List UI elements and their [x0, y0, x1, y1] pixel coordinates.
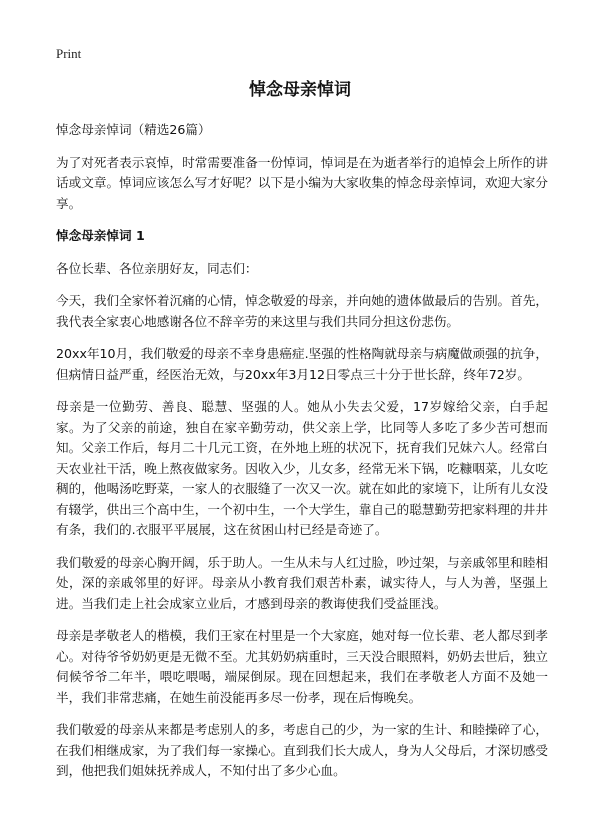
page-title: 悼念母亲悼词 — [249, 80, 351, 100]
print-link[interactable]: Print — [56, 46, 82, 61]
body-paragraph-filial-piety: 母亲是孝敬老人的楷模，我们王家在村里是一个大家庭，她对每一位长辈、老人都尽到孝心。对待爷爷奶奶更是无微不至。尤其奶奶病重时，三天没合眼照料，奶奶去世后，独立伺候爷爷二年半，喂吃喂喝，端屎倒尿。现在回想起来，我们在孝敬老人方面不及她一半，我们非常悲痛，在她生前没能再多尽一份孝，现在后悔晚矣。 — [56, 628, 548, 705]
document-body — [56, 120, 548, 794]
intro-paragraph: 为了对死者表示哀悼，时常需要准备一份悼词，悼词是在为逝者举行的追悼会上所作的讲话或文章。悼词应该怎么写才好呢？以下是小编为大家收集的悼念母亲悼词，欢迎大家分享。 — [56, 154, 548, 211]
body-paragraph-kindness: 我们敬爱的母亲心胸开阔，乐于助人。一生从未与人红过脸，吵过架，与亲戚邻里和睦相处，深的亲戚邻里的好评。母亲从小教育我们艰苦朴素，诚实待人，与人为善，坚强上进。当我们走上社会成家立业后，才感到母亲的教诲使我们受益匪浅。 — [56, 554, 548, 611]
document-subtitle: 悼念母亲悼词（精选26篇） — [56, 122, 211, 137]
body-paragraph-illness: 20xx年10月，我们敬爱的母亲不幸身患癌症.坚强的性格陶就母亲与病魔做顽强的抗争，但病情日益严重，经医治无效，与20xx年3月12日零点三十分于世长辞，终年72岁。 — [56, 346, 548, 382]
body-paragraph-diligence: 母亲是一位勤劳、善良、聪慧、坚强的人。她从小失去父爱，17岁嫁给父亲，白手起家。为了父亲的前途，独自在家辛勤劳动，供父亲上学，比同等人多吃了多少苦可想而知。父亲工作后，每月二十几元工资，在外地上班的状况下，抚育我们兄妹六人。经常白天农业社干活，晚上熬夜做家务。因收入少，儿女多，经常无米下锅，吃糠咽菜，儿女吃稠的，他喝汤吃野菜，一家人的衣服缝了一次又一次。就在如此的家境下，让所有儿女没有辍学，供出三个高中生，一个初中生，一个大学生，靠自己的聪慧勤劳把家料理的井井有条，我们的.衣服平平展展，这在贫困山村已经是奇迹了。 — [56, 399, 548, 537]
body-paragraph-opening: 今天，我们全家怀着沉痛的心情，悼念敬爱的母亲，并向她的遗体做最后的告别。首先，我代表全家衷心地感谢各位不辞辛劳的来这里与我们共同分担这份悲伤。 — [56, 293, 548, 329]
body-paragraph-greeting: 各位长辈、各位亲朋好友，同志们： — [56, 260, 258, 276]
body-paragraph-selflessness: 我们敬爱的母亲从来都是考虑别人的多，考虑自己的少，为一家的生计、和睦操碎了心，在我们相继成家，为了我们每一家操心。直到我们长大成人，身为人父母后，才深切感受到，他把我们姐妹抚养成人，不知付出了多少心血。 — [56, 722, 548, 778]
section-heading: 悼念母亲悼词 1 — [56, 228, 145, 243]
